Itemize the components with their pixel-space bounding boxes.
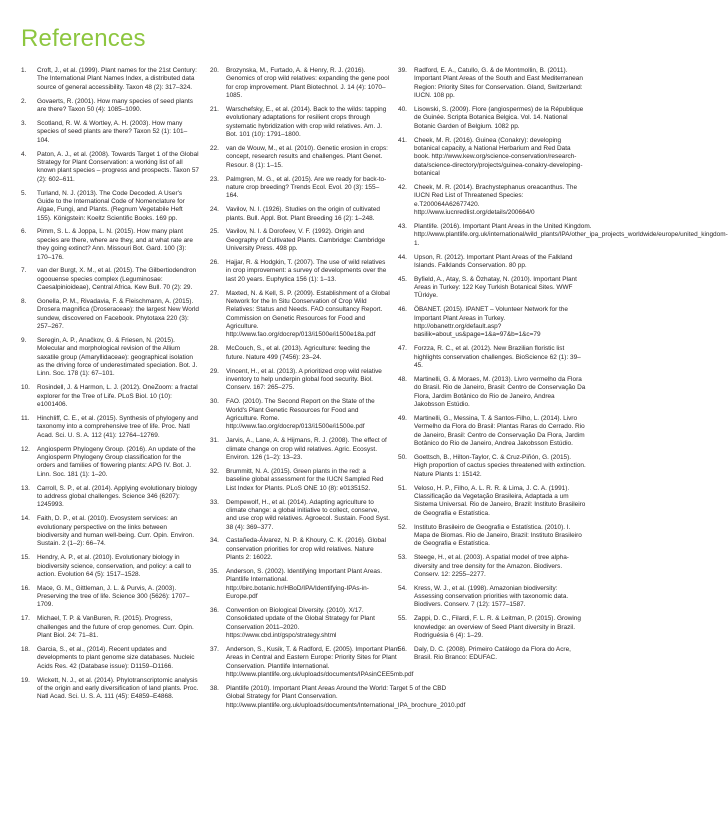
reference-item	[21, 98, 199, 115]
reference-number: 6.	[21, 228, 27, 236]
reference-text: Steege, H., et al. (2003). A spatial model of tree alpha-diversity and tree density for the Amazon. Biodivers. Conserv. 12: 2255–2277.	[414, 554, 569, 578]
reference-text: Paton, A. J., et al. (2008). Towards Target 1 of the Global Strategy for Plant Conservation: a working list of all known plant species – progress and prospects. Taxon 57 (2): 602–611.	[37, 150, 199, 183]
reference-item	[210, 568, 390, 601]
reference-item	[21, 298, 199, 331]
reference-item	[21, 446, 199, 479]
reference-text: Forzza, R. C., et al. (2012). New Brazilian floristic list highlights conservation challenges. BioScience 62 (1): 39–45.	[414, 345, 581, 370]
reference-item	[398, 254, 586, 271]
reference-number: 13.	[21, 484, 30, 492]
reference-text: Castañeda-Álvarez, N. P. & Khoury, C. K. (2016). Global conservation priorities for crop wild relatives. Nature Plants 2: 16022.	[226, 537, 387, 562]
reference-text: Martinelli, G. & Moraes, M. (2013). Livro vermelho da Flora do Brasil. Rio de Janeiro, Brasil: Centro de Conservação Da Flora, Jardim Botânico do Rio de Janeiro, Andrea Jakobsson Estúdio.	[414, 376, 586, 409]
reference-number: 37.	[210, 646, 219, 654]
reference-text: Radford, E. A., Catullo, G. & de Montmollin, B. (2011). Important Plant Areas of the South and East Mediterranean Region: Priority Sites for Conservation. Gland, Switzerland: IUCN. 108 pp.	[414, 67, 583, 100]
reference-item	[21, 228, 199, 261]
reference-text: Turland, N. J. (2013). The Code Decoded. A User's Guide to the International Code of Nomenclature for Algae, Fungi, and Plants. (Regnum Vegetabile Heft 155). Königstein: Koeltz Scientific Books. 169 pp.	[37, 189, 185, 222]
reference-text: Cheek, M. R. (2014). Brachystephanus oreacanthus. The IUCN Red List of Threatened Species: e.T200064A62677420. http://www.iucnredlist.org/details/200664/0	[414, 183, 578, 216]
reference-text: Seregin, A. P., Anačkov, G. & Friesen, N. (2015). Molecular and morphological revision of the Allium saxatile group (Amaryllidaceae): geographical isolation as the driving force of underestimated speciation. Bot. J. Linn. Soc. 178 (1): 67–101.	[37, 337, 198, 378]
reference-item	[21, 415, 199, 440]
reference-text: Byfield, A., Atay, S. & Özhatay, N. (2010). Important Plant Areas in Turkey: 122 Key Turkish Botanical Sites. WWF TÜrkiye.	[414, 275, 577, 300]
reference-item	[21, 677, 199, 702]
reference-item	[210, 499, 390, 532]
reference-number: 19.	[21, 676, 30, 684]
reference-item	[398, 137, 586, 179]
reference-item	[398, 524, 586, 549]
reference-text: Rosindell, J. & Harmon, L. J. (2012). OneZoom: a fractal explorer for the Tree of Life. PLoS Biol. 10 (10): e1001406.	[37, 384, 198, 409]
reference-text: Martinelli, G., Messina, T. & Santos-Filho, L. (2014). Livro Vermelho da Flora do Brasil: Plantas Raras do Cerrado. Rio de Janeiro, Brasil: Centro de Conservação Da Flora, Jardim Botânico do Rio de Janeiro, Andrea Jakobsson Estúdio.	[414, 414, 585, 447]
references-column-1	[21, 67, 199, 707]
reference-text: Plantlife (2010). Important Plant Areas Around the World: Target 5 of the CBD Global Strategy for Plant Conservation. http://www.plantlife.org.uk/uploads/documents/International_IPA_brochure_2010.pdf	[226, 685, 466, 709]
reference-number: 24.	[210, 206, 219, 214]
reference-number: 49.	[398, 414, 407, 422]
reference-number: 22.	[210, 144, 219, 152]
reference-number: 7.	[21, 267, 27, 275]
reference-number: 41.	[398, 136, 407, 144]
reference-text: Maxted, N. & Kell, S. P. (2009). Establishment of a Global Network for the In Situ Conservation of Crop Wild Relatives: Status and Needs. FAO consultancy Report. Commission on Genetic Resources for Food and Agriculture. http://www.fao.org/docrep/013/i1500e/i1500e18a.pdf	[226, 289, 390, 339]
reference-number: 39.	[398, 67, 407, 74]
reference-item	[398, 646, 586, 663]
reference-number: 10.	[21, 384, 30, 392]
reference-item	[21, 151, 199, 184]
reference-text: ÖBANET. (2015). IPANET – Volunteer Network for the Important Plant Areas in Turkey. http://obanettr.org/default.asp?basilik=about_us&page=1&a=97&b=1&c=79	[414, 306, 568, 339]
reference-text: Dempewolf, H., et al. (2014). Adapting agriculture to climate change: a global initiative to collect, conserve, and use crop wild relatives. Agroecol. Sustain. Food Syst. 38 (4): 369–377.	[226, 498, 390, 531]
reference-item	[21, 384, 199, 409]
reference-text: Carroll, S. P., et al. (2014). Applying evolutionary biology to address global challenges. Science 346 (6207): 1245993.	[37, 484, 198, 509]
reference-number: 15.	[21, 554, 30, 562]
reference-number: 53.	[398, 554, 407, 562]
reference-number: 30.	[210, 398, 219, 406]
reference-item	[210, 176, 390, 201]
reference-item	[210, 290, 390, 340]
reference-text: Upson, R. (2012). Important Plant Areas of the Falkland Islands. Falklands Conservation. 80 pp.	[414, 253, 573, 269]
reference-item	[21, 485, 199, 510]
reference-number: 40.	[398, 105, 407, 113]
reference-text: Michael, T. P. & VanBuren, R. (2015). Progress, challenges and the future of crop genomes. Curr. Opin. Plant Biol. 24: 71–81.	[37, 615, 194, 640]
reference-item	[21, 585, 199, 610]
reference-number: 3.	[21, 119, 27, 127]
reference-number: 50.	[398, 453, 407, 461]
reference-number: 45.	[398, 275, 407, 283]
reference-text: Brozynska, M., Furtado, A. & Henry, R. J. (2016). Genomics of crop wild relatives: expanding the gene pool for crop improvement. Plant Biotechnol. J. 14 (4): 1070–1085.	[226, 67, 390, 100]
reference-text: Veloso, H. P., Filho, A. L. R. R. & Lima, J. C. A. (1991). Classificação da Vegetação Brasileira, Adaptada a um Sistema Universal. Rio de Janeiro, Brazil: Instituto Brasileiro de Geografia e Estatística.	[414, 484, 586, 517]
reference-item	[210, 345, 390, 362]
reference-item	[21, 120, 199, 145]
reference-item	[21, 267, 199, 292]
reference-item	[210, 106, 390, 139]
reference-text: Convention on Biological Diversity. (2010). X/17. Consolidated update of the Global Strategy for Plant Conservation 2011–2020. https://www.cbd.int/gspc/strategy.shtml	[226, 607, 375, 640]
reference-number: 44.	[398, 253, 407, 261]
reference-number: 4.	[21, 150, 27, 158]
reference-number: 48.	[398, 376, 407, 383]
reference-text: Gonella, P. M., Rivadavia, F. & Fleischmann, A. (2015). Drosera magnifica (Droseraceae): the largest New World sundew, discovered on Facebook. Phytotaxa 220 (3): 257–267.	[37, 298, 199, 331]
reference-text: Garcia, S., et al., (2014). Recent updates and developments to plant genome size databases. Nucleic Acids Res. 42 (Database issue): D1159–D1166.	[37, 646, 195, 670]
reference-item	[21, 615, 199, 640]
references-column-3	[398, 67, 728, 668]
reference-number: 12.	[21, 445, 30, 453]
reference-item	[210, 259, 390, 284]
reference-number: 54.	[398, 584, 407, 592]
reference-number: 35.	[210, 568, 219, 576]
reference-text: Instituto Brasileiro de Geografia e Estatística. (2010). I. Mapa de Biomas. Rio de Janeiro, Brazil: Instituto Brasileiro de Geografia e Estatística.	[414, 523, 582, 548]
reference-text: Hajjar, R. & Hodgkin, T. (2007). The use of wild relatives in crop improvement: a survey of developments over the last 20 years. Euphytica 156 (1): 1–13.	[226, 259, 387, 283]
reference-item	[210, 368, 390, 393]
reference-text: Cheek, M. R. (2016). Guinea (Conakry): developing botanical capacity, a National Herbarium and Red Data book. http://www.kew.org/science-conservation/research-data/science-directory/projects/guinea-conakry-developing-botanical	[414, 136, 583, 177]
reference-text: Vavilov, N. I. & Dorofeev, V. F. (1992). Origin and Geography of Cultivated Plants. Cambridge: Cambridge University Press. 498 pp.	[226, 228, 386, 253]
reference-text: Scotland, R. W. & Wortley, A. H. (2003). How many species of seed plants are there? Taxon 52 (1): 101–104.	[37, 119, 188, 144]
reference-item	[21, 515, 199, 548]
reference-number: 20.	[210, 67, 219, 74]
reference-number: 42.	[398, 183, 407, 191]
reference-text: Plantlife. (2016). Important Plant Areas in the United Kingdom. http://www.plantlife.org.uk/international/wild_plants/IPA/other_ipa_projects_worldwide/europe/united_kingdom-1.	[414, 222, 728, 247]
reference-item	[21, 646, 199, 671]
reference-text: Hendry, A. P., et al. (2010). Evolutionary biology in biodiversity science, conservation, and policy: a call to action. Evolution 64 (5): 1517–1528.	[37, 554, 192, 578]
reference-text: Anderson, S., Kusik, T. & Radford, E. (2005). Important Plant Areas in Central and Eastern Europe: Priority Sites for Plant Conservation. Plantlife International. http://www.plantlife.org.uk/uploads/documents/IPAsinCEE5mb.pdf	[226, 646, 414, 679]
reference-number: 43.	[398, 222, 407, 230]
reference-text: Jarvis, A., Lane, A. & Hijmans, R. J. (2008). The effect of climate change on crop wild relatives. Agric. Ecosyst. Environ. 126 (1–2): 13–23.	[226, 437, 387, 461]
reference-number: 47.	[398, 345, 407, 353]
reference-number: 1.	[21, 67, 27, 74]
reference-text: Faith, D. P., et al. (2010). Evosystem services: an evolutionary perspective on the links between biodiversity and human well-being. Curr. Opin. Environ. Sustain. 2 (1–2): 66–74.	[37, 515, 195, 548]
reference-text: McCouch, S., et al. (2013). Agriculture: feeding the future. Nature 499 (7456): 23–24.	[226, 345, 371, 361]
reference-item	[398, 306, 586, 339]
reference-number: 5.	[21, 189, 27, 197]
reference-number: 51.	[398, 484, 407, 492]
reference-number: 32.	[210, 467, 219, 475]
reference-item	[210, 437, 390, 462]
reference-number: 9.	[21, 337, 27, 345]
reference-number: 56.	[398, 646, 407, 654]
reference-text: van de Wouw, M., et al. (2010). Genetic erosion in crops: concept, research results and challenges. Plant Genet. Resour. 8 (1): 1–15.	[226, 144, 388, 169]
reference-number: 38.	[210, 685, 219, 692]
reference-number: 18.	[21, 646, 30, 654]
reference-number: 8.	[21, 298, 27, 306]
reference-text: Lisowski, S. (2009). Flore (angiospermes) de la République de Guinée. Scripta Botanica Belgica. Vol. 14. National Botanic Garden of Belgium. 1082 pp.	[414, 105, 584, 130]
reference-item	[210, 67, 390, 100]
reference-number: 31.	[210, 437, 219, 445]
reference-item	[21, 554, 199, 579]
reference-text: Goettsch, B., Hilton-Taylor, C. & Cruz-Piñón, G. (2015). High proportion of cactus species threatened with extinction. Nature Plants 1: 15142.	[414, 453, 586, 478]
page-title: References	[21, 25, 146, 52]
reference-item	[21, 67, 199, 92]
reference-text: Palmgren, M. G., et al. (2015). Are we ready for back-to-nature crop breeding? Trends Ecol. Evol. 20 (3): 155–164.	[226, 175, 387, 200]
reference-item	[21, 337, 199, 379]
reference-item	[210, 398, 390, 431]
reference-number: 28.	[210, 345, 219, 353]
reference-item	[398, 454, 586, 479]
reference-item	[398, 615, 586, 640]
reference-item	[398, 554, 586, 579]
reference-text: FAO. (2010). The Second Report on the State of the World's Plant Genetic Resources for Food and Agriculture. Rome. http://www.fao.org/docrep/013/i1500e/i1500e.pdf	[226, 398, 375, 431]
reference-number: 2.	[21, 97, 27, 105]
reference-item	[398, 415, 586, 448]
reference-item	[210, 228, 390, 253]
reference-text: Angiosperm Phylogeny Group. (2016). An update of the Angiosperm Phylogeny Group classification for the orders and families of flowering plants: APG IV. Bot. J. Linn. Soc. 181 (1): 1–20.	[37, 445, 196, 478]
reference-text: Wickett, N. J., et al. (2014). Phylotranscriptomic analysis of the origin and early diversification of land plants. Proc. Natl Acad. Sci. U. S. A. 111 (45): E4859–E4868.	[37, 676, 199, 701]
reference-item	[398, 485, 586, 518]
reference-item	[398, 585, 586, 610]
reference-text: Croft, J., et al. (1999). Plant names for the 21st Century: The International Plant Names Index, a distributed data source of general accessibility. Taxon 48 (2): 317–324.	[37, 67, 197, 91]
reference-item	[398, 276, 586, 301]
reference-number: 14.	[21, 515, 30, 523]
reference-text: van der Burgt, X. M., et al. (2015). The Gilbertiodendron ogoouense species complex (Leguminosae: Caesalpinioideae), Central Africa. Kew Bull. 70 (2): 29.	[37, 267, 197, 292]
reference-number: 23.	[210, 175, 219, 183]
reference-item	[398, 67, 586, 100]
reference-number: 33.	[210, 498, 219, 506]
reference-text: Pimm, S. L. & Joppa, L. N. (2015). How many plant species are there, where are they, and at what rate are they going extinct? Ann. Missouri Bot. Gard. 100 (3): 170–176.	[37, 228, 193, 261]
reference-item	[398, 106, 586, 131]
reference-text: Mace, G. M., Gittleman, J. L. & Purvis, A. (2003). Preserving the tree of life. Science 300 (5626): 1707–1709.	[37, 584, 190, 609]
reference-number: 21.	[210, 105, 219, 113]
reference-text: Vavilov, N. I. (1926). Studies on the origin of cultivated plants. Bull. Appl. Bot. Plant Breeding 16 (2): 1–248.	[226, 206, 380, 222]
reference-text: Daly, D. C. (2008). Primeiro Catálogo da Flora do Acre, Brasil. Rio Branco: EDUFAC.	[414, 646, 571, 662]
reference-item	[398, 184, 586, 217]
reference-number: 16.	[21, 584, 30, 592]
reference-number: 25.	[210, 228, 219, 236]
reference-text: Hinchliff, C. E., et al. (2015). Synthesis of phylogeny and taxonomy into a comprehensive tree of life. Proc. Natl Acad. Sci. U. S. A. 112 (41): 12764–12769.	[37, 414, 198, 439]
reference-number: 52.	[398, 523, 407, 531]
reference-number: 11.	[21, 414, 30, 422]
reference-item	[398, 222, 728, 248]
reference-item	[210, 206, 390, 223]
reference-item	[210, 468, 390, 493]
reference-number: 46.	[398, 306, 407, 314]
reference-text: Zappi, D. C., Filardi, F. L. R. & Leitman, P. (2015). Growing knowledge: an overview of Seed Plant diversity in Brazil. Rodriguésia 6 (4): 1–29.	[414, 615, 581, 640]
reference-item	[210, 537, 390, 562]
reference-text: Brummitt, N. A. (2015). Green plants in the red: a baseline global assessment for the IUCN Sampled Red List Index for Plants. PLoS ONE 10 (8): e0135152.	[226, 467, 384, 492]
reference-number: 26.	[210, 259, 219, 267]
reference-number: 29.	[210, 367, 219, 375]
reference-item	[398, 345, 586, 370]
reference-number: 55.	[398, 615, 407, 623]
reference-item	[210, 607, 390, 640]
reference-number: 17.	[21, 615, 30, 623]
reference-number: 36.	[210, 607, 219, 615]
reference-number: 27.	[210, 289, 219, 297]
reference-item	[21, 190, 199, 223]
reference-text: Vincent, H., et al. (2013). A prioritized crop wild relative inventory to help underpin global food security. Biol. Conserv. 167: 265–275.	[226, 367, 382, 392]
reference-item	[210, 145, 390, 170]
reference-number: 34.	[210, 537, 219, 545]
reference-text: Kress, W. J., et al. (1998). Amazonian biodiversity: Assessing conservation priorities with taxonomic data. Biodivers. Conserv. 7 (12): 1577–1587.	[414, 584, 569, 609]
reference-text: Warschefsky, E., et al. (2014). Back to the wilds: tapping evolutionary adaptations for resilient crops through systematic hybridization with crop wild relatives. Am. J. Bot. 101 (10): 1791–1800.	[226, 105, 387, 138]
reference-text: Anderson, S. (2002). Identifying Important Plant Areas. Plantlife International. http://birc.botanic.hr/HBoD/IPA/Identifying-IPAs-in-Europe.pdf	[226, 568, 383, 601]
reference-item	[210, 685, 466, 710]
reference-item	[398, 376, 586, 409]
reference-text: Govaerts, R. (2001). How many species of seed plants are there? Taxon 50 (4): 1085–1090.	[37, 97, 194, 113]
